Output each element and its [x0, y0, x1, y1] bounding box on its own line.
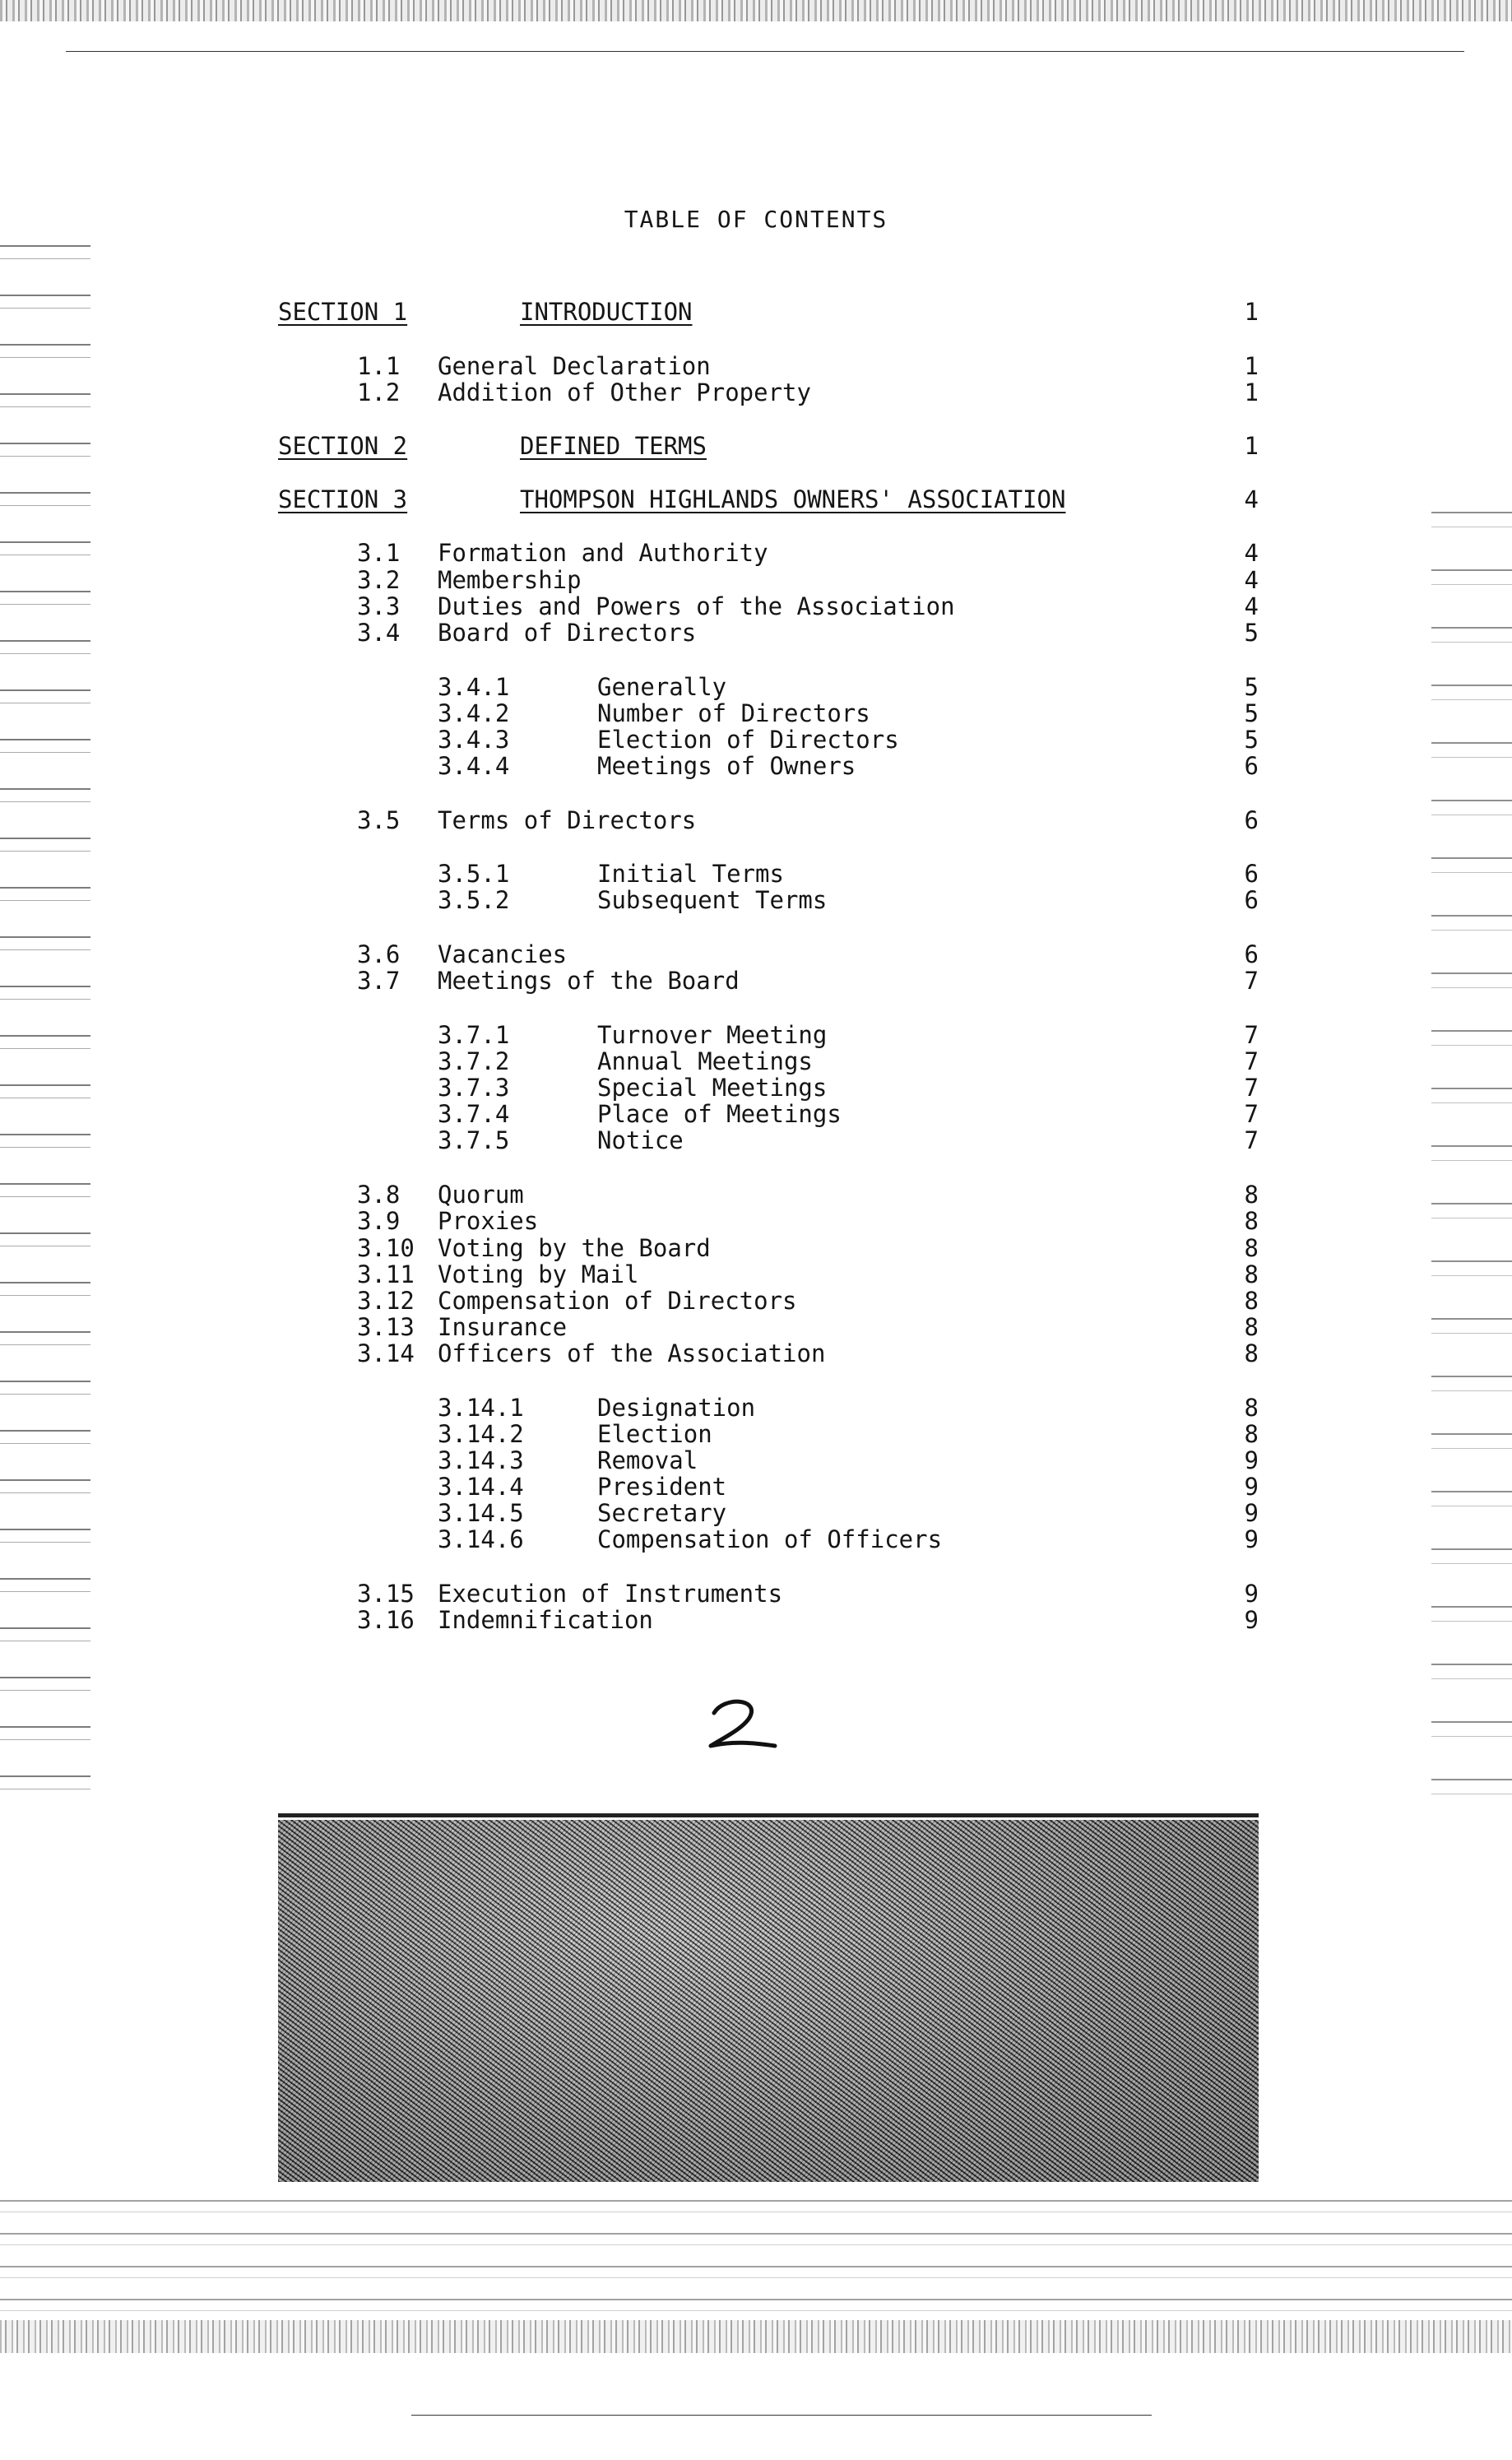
entry-title: Meetings of the Board	[438, 967, 740, 995]
entry-title: Special Meetings	[597, 1074, 828, 1102]
photo-top-rule	[278, 1813, 1259, 1817]
entry-number: 3.8	[357, 1181, 401, 1209]
page-number: 9	[1244, 1499, 1259, 1527]
entry-number: 3.10	[357, 1234, 415, 1262]
page-number: 8	[1244, 1207, 1259, 1235]
entry-number: 3.14.5	[438, 1499, 524, 1527]
entry-number: 3.12	[357, 1287, 415, 1315]
page-title: TABLE OF CONTENTS	[624, 206, 888, 233]
entry-title: Board of Directors	[438, 619, 697, 647]
entry-number: 3.14.1	[438, 1394, 524, 1422]
scan-noise-top	[0, 0, 1512, 21]
page-number: 1	[1244, 378, 1259, 406]
entry-title: Officers of the Association	[438, 1339, 826, 1367]
entry-title: Duties and Powers of the Association	[438, 592, 955, 620]
entry-number: 3.14.2	[438, 1420, 524, 1448]
entry-number: 3.5.1	[438, 860, 510, 888]
entry-number: 3.7.4	[438, 1100, 510, 1128]
page-number: 9	[1244, 1525, 1259, 1553]
top-rule	[66, 51, 1464, 52]
scan-noise-left	[0, 230, 90, 1794]
page-number: 7	[1244, 1100, 1259, 1128]
page-number: 9	[1244, 1473, 1259, 1501]
page-number: 6	[1244, 886, 1259, 914]
entry-title: Compensation of Officers	[597, 1525, 943, 1553]
entry-number: 3.14.6	[438, 1525, 524, 1553]
section-label: SECTION 2	[278, 432, 408, 460]
page-number: 8	[1244, 1181, 1259, 1209]
entry-title: Election of Directors	[597, 726, 899, 754]
bottom-rule	[411, 2415, 1152, 2416]
page-number: 8	[1244, 1313, 1259, 1341]
entry-title: General Declaration	[438, 352, 711, 380]
entry-title: Membership	[438, 566, 582, 594]
entry-number: 1.2	[357, 378, 401, 406]
section-label: SECTION 1	[278, 298, 408, 326]
page-number: 9	[1244, 1606, 1259, 1634]
page-number: 8	[1244, 1287, 1259, 1315]
page-number: 5	[1244, 619, 1259, 647]
entry-number: 3.7.3	[438, 1074, 510, 1102]
handwritten-page-number	[699, 1695, 782, 1752]
scan-noise-bottom	[0, 2320, 1512, 2353]
entry-title: Compensation of Directors	[438, 1287, 797, 1315]
entry-title: Subsequent Terms	[597, 886, 828, 914]
page-number: 4	[1244, 539, 1259, 567]
entry-number: 3.4.1	[438, 673, 510, 701]
entry-number: 3.2	[357, 566, 401, 594]
section-title: THOMPSON HIGHLANDS OWNERS' ASSOCIATION	[520, 485, 1066, 513]
page-number: 7	[1244, 1126, 1259, 1154]
entry-number: 3.4.3	[438, 726, 510, 754]
entry-title: Addition of Other Property	[438, 378, 811, 406]
entry-title: Secretary	[597, 1499, 727, 1527]
entry-number: 3.7.2	[438, 1047, 510, 1075]
page-number: 5	[1244, 673, 1259, 701]
page-number: 8	[1244, 1339, 1259, 1367]
entry-title: Quorum	[438, 1181, 524, 1209]
page-number: 8	[1244, 1420, 1259, 1448]
page-number: 6	[1244, 806, 1259, 834]
scanned-photo-texture	[278, 1820, 1259, 2182]
page-number: 1	[1244, 298, 1259, 326]
entry-number: 3.4.2	[438, 699, 510, 727]
scan-streaks	[0, 2188, 1512, 2312]
entry-title: Voting by Mail	[438, 1260, 639, 1288]
page-number: 4	[1244, 485, 1259, 513]
page-number: 1	[1244, 432, 1259, 460]
page-number: 6	[1244, 940, 1259, 968]
page-number: 9	[1244, 1446, 1259, 1474]
entry-title: Election	[597, 1420, 712, 1448]
entry-number: 3.4	[357, 619, 401, 647]
page-number: 8	[1244, 1394, 1259, 1422]
entry-number: 3.4.4	[438, 752, 510, 780]
page-number: 7	[1244, 1021, 1259, 1049]
scan-noise-right	[1431, 494, 1512, 1810]
entry-title: Voting by the Board	[438, 1234, 711, 1262]
entry-title: President	[597, 1473, 727, 1501]
entry-number: 3.7.1	[438, 1021, 510, 1049]
page-number: 4	[1244, 566, 1259, 594]
section-label: SECTION 3	[278, 485, 408, 513]
entry-title: Place of Meetings	[597, 1100, 842, 1128]
entry-number: 3.11	[357, 1260, 415, 1288]
entry-title: Removal	[597, 1446, 698, 1474]
page-number: 8	[1244, 1260, 1259, 1288]
entry-number: 3.14.4	[438, 1473, 524, 1501]
entry-number: 3.7	[357, 967, 401, 995]
entry-number: 3.14	[357, 1339, 415, 1367]
entry-title: Proxies	[438, 1207, 539, 1235]
entry-number: 1.1	[357, 352, 401, 380]
page-number: 9	[1244, 1580, 1259, 1608]
page-number: 5	[1244, 726, 1259, 754]
page-number: 7	[1244, 1047, 1259, 1075]
entry-number: 3.7.5	[438, 1126, 510, 1154]
section-title: INTRODUCTION	[520, 298, 693, 326]
page-number: 7	[1244, 1074, 1259, 1102]
page-number: 6	[1244, 860, 1259, 888]
entry-title: Turnover Meeting	[597, 1021, 828, 1049]
entry-number: 3.3	[357, 592, 401, 620]
entry-title: Insurance	[438, 1313, 568, 1341]
entry-number: 3.14.3	[438, 1446, 524, 1474]
entry-number: 3.16	[357, 1606, 415, 1634]
entry-title: Notice	[597, 1126, 684, 1154]
entry-number: 3.15	[357, 1580, 415, 1608]
entry-title: Terms of Directors	[438, 806, 697, 834]
page-number: 7	[1244, 967, 1259, 995]
page-number: 1	[1244, 352, 1259, 380]
entry-number: 3.5.2	[438, 886, 510, 914]
entry-title: Meetings of Owners	[597, 752, 856, 780]
page-number: 8	[1244, 1234, 1259, 1262]
entry-title: Execution of Instruments	[438, 1580, 783, 1608]
page-number: 6	[1244, 752, 1259, 780]
entry-number: 3.5	[357, 806, 401, 834]
page-number: 5	[1244, 699, 1259, 727]
entry-title: Number of Directors	[597, 699, 870, 727]
entry-number: 3.1	[357, 539, 401, 567]
entry-number: 3.6	[357, 940, 401, 968]
entry-number: 3.9	[357, 1207, 401, 1235]
entry-title: Indemnification	[438, 1606, 653, 1634]
entry-title: Annual Meetings	[597, 1047, 813, 1075]
section-title: DEFINED TERMS	[520, 432, 707, 460]
entry-title: Initial Terms	[597, 860, 784, 888]
entry-title: Formation and Authority	[438, 539, 768, 567]
entry-title: Vacancies	[438, 940, 568, 968]
entry-title: Designation	[597, 1394, 756, 1422]
page-number: 4	[1244, 592, 1259, 620]
entry-title: Generally	[597, 673, 727, 701]
entry-number: 3.13	[357, 1313, 415, 1341]
